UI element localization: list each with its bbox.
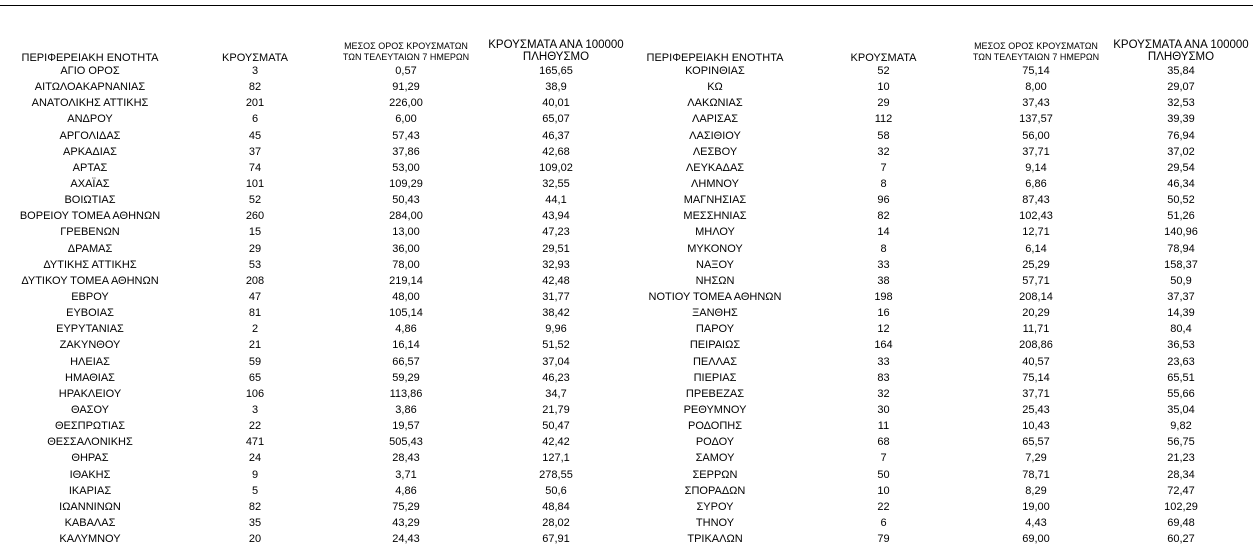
region-name-left: ΑΝΔΡΟΥ [67, 113, 113, 126]
table-row [0, 418, 1257, 434]
region-name-left: ΒΟΙΩΤΙΑΣ [64, 194, 116, 207]
cases-left: 201 [245, 97, 265, 110]
cases-left: 47 [248, 291, 262, 304]
per100k-left: 9,96 [545, 323, 567, 336]
header-region-left: ΠΕΡΙΦΕΡΕΙΑΚΗ ΕΝΟΤΗΤΑ [21, 52, 159, 63]
region-name-right: ΜΥΚΟΝΟΥ [687, 242, 743, 255]
per100k-right: 50,52 [1167, 194, 1195, 207]
table-row [0, 450, 1257, 466]
region-name-right: ΝΑΞΟΥ [696, 258, 734, 271]
cases-right: 198 [874, 291, 893, 304]
per100k-right: 9,82 [1170, 420, 1192, 433]
region-name-left: ΓΡΕΒΕΝΩΝ [60, 226, 120, 239]
table-row [0, 386, 1257, 402]
per100k-left: 42,42 [542, 436, 570, 449]
table-body [0, 63, 1257, 547]
avg7-right: 4,43 [1025, 517, 1047, 529]
avg7-right: 57,71 [1022, 274, 1050, 287]
avg7-left: 13,00 [392, 226, 420, 239]
cases-right: 50 [877, 468, 890, 481]
cases-left: 208 [245, 274, 265, 287]
per100k-right: 56,75 [1167, 436, 1195, 449]
per100k-left: 44,1 [545, 194, 567, 207]
avg7-left: 505,43 [389, 436, 423, 449]
cases-left: 82 [248, 500, 262, 513]
avg7-left: 43,29 [392, 517, 420, 529]
per100k-left: 29,51 [542, 242, 570, 255]
table-row [0, 483, 1257, 499]
table-row [0, 305, 1257, 321]
avg7-left: 226,00 [389, 97, 423, 110]
table-row [0, 515, 1257, 531]
header-cases-right: ΚΡΟΥΣΜΑΤΑ [850, 52, 917, 63]
region-name-left: ΘΕΣΠΡΩΤΙΑΣ [54, 420, 126, 433]
region-name-right: ΛΑΣΙΘΙΟΥ [689, 129, 741, 142]
cases-left: 101 [245, 178, 265, 191]
table-row [0, 128, 1257, 144]
table-row [0, 354, 1257, 370]
region-name-right: ΡΕΘΥΜΝΟΥ [683, 404, 747, 417]
avg7-left: 37,86 [392, 145, 420, 158]
region-name-left: ΙΚΑΡΙΑΣ [68, 484, 112, 497]
cases-right: 7 [880, 452, 887, 465]
region-name-left: ΑΡΓΟΛΙΔΑΣ [59, 129, 121, 142]
region-name-left: ΘΕΣΣΑΛΟΝΙΚΗΣ [47, 436, 133, 449]
per100k-right: 35,04 [1167, 404, 1195, 417]
per100k-left: 67,91 [542, 533, 570, 546]
cases-right: 33 [877, 258, 890, 271]
per100k-left: 32,93 [542, 258, 570, 271]
cases-left: 9 [251, 468, 259, 481]
region-name-left: ΗΜΑΘΙΑΣ [65, 371, 115, 384]
per100k-right: 60,27 [1167, 533, 1195, 546]
region-name-left: ΚΑΒΑΛΑΣ [64, 517, 116, 529]
avg7-right: 20,29 [1022, 307, 1050, 320]
cases-right: 8 [880, 178, 887, 191]
avg7-left: 4,86 [395, 484, 417, 497]
cases-left: 15 [248, 226, 262, 239]
region-name-left: ΙΘΑΚΗΣ [69, 468, 111, 481]
per100k-left: 43,94 [542, 210, 570, 223]
per100k-right: 29,07 [1167, 81, 1195, 94]
per100k-left: 278,55 [539, 468, 573, 481]
cases-right: 52 [877, 65, 890, 78]
per100k-right: 55,66 [1167, 387, 1195, 400]
region-name-left: ΑΡΤΑΣ [72, 161, 108, 174]
per100k-right: 72,47 [1167, 484, 1195, 497]
cases-left: 74 [248, 161, 262, 174]
avg7-left: 0,57 [395, 65, 417, 78]
table-row [0, 208, 1257, 224]
cases-right: 82 [877, 210, 890, 223]
cases-left: 65 [248, 371, 262, 384]
avg7-left: 24,43 [392, 533, 420, 546]
region-name-left: ΒΟΡΕΙΟΥ ΤΟΜΕΑ ΑΘΗΝΩΝ [19, 210, 161, 223]
region-name-right: ΝΗΣΩΝ [695, 274, 735, 287]
cases-right: 96 [877, 194, 890, 207]
table-row [0, 79, 1257, 95]
avg7-right: 40,57 [1022, 355, 1050, 368]
cases-left: 260 [245, 210, 265, 223]
avg7-left: 105,14 [389, 307, 423, 320]
header-cases-left: ΚΡΟΥΣΜΑΤΑ [222, 52, 288, 63]
region-name-right: ΣΠΟΡΑΔΩΝ [684, 484, 746, 497]
cases-left: 35 [248, 517, 262, 529]
table-row [0, 289, 1257, 305]
cases-right: 33 [877, 355, 890, 368]
header-region-right: ΠΕΡΙΦΕΡΕΙΑΚΗ ΕΝΟΤΗΤΑ [646, 52, 784, 63]
per100k-left: 51,52 [542, 339, 570, 352]
region-name-right: ΡΟΔΟΠΗΣ [687, 420, 743, 433]
region-name-left: ΗΡΑΚΛΕΙΟΥ [58, 387, 122, 400]
region-name-right: ΤΗΝΟΥ [695, 517, 735, 529]
per100k-left: 48,84 [542, 500, 570, 513]
avg7-left: 78,00 [392, 258, 420, 271]
cases-left: 37 [248, 145, 262, 158]
table-row [0, 531, 1257, 547]
cases-right: 6 [880, 517, 887, 529]
region-name-left: ΚΑΛΥΜΝΟΥ [59, 533, 121, 546]
cases-right: 12 [877, 323, 890, 336]
region-name-left: ΖΑΚΥΝΘΟΥ [59, 339, 121, 352]
avg7-right: 75,14 [1022, 65, 1050, 78]
avg7-left: 91,29 [392, 81, 420, 94]
region-name-right: ΚΟΡΙΝΘΙΑΣ [685, 65, 745, 78]
per100k-right: 78,94 [1167, 242, 1195, 255]
region-name-left: ΔΥΤΙΚΗΣ ΑΤΤΙΚΗΣ [43, 258, 137, 271]
region-name-left: ΔΡΑΜΑΣ [67, 242, 113, 255]
avg7-right: 10,43 [1022, 420, 1050, 433]
header-per100k-left: ΚΡΟΥΣΜΑΤΑ ΑΝΑ 100000 ΠΛΗΘΥΣΜΟ [488, 39, 624, 63]
avg7-right: 37,43 [1022, 97, 1050, 110]
region-name-left: ΑΡΚΑΔΙΑΣ [63, 145, 117, 158]
avg7-right: 56,00 [1022, 129, 1050, 142]
avg7-right: 208,86 [1019, 339, 1053, 352]
table-row [0, 402, 1257, 418]
per100k-right: 39,39 [1167, 113, 1195, 126]
cases-left: 29 [248, 242, 262, 255]
cases-right: 68 [877, 436, 890, 449]
cases-left: 2 [251, 323, 259, 336]
per100k-right: 29,54 [1167, 161, 1195, 174]
cases-left: 5 [251, 484, 259, 497]
per100k-left: 34,7 [545, 387, 567, 400]
cases-right: 30 [877, 404, 890, 417]
region-name-right: ΚΩ [707, 81, 723, 94]
avg7-left: 19,57 [392, 420, 420, 433]
per100k-left: 42,68 [542, 145, 570, 158]
per100k-right: 69,48 [1167, 517, 1195, 529]
cases-right: 10 [877, 484, 890, 497]
avg7-right: 7,29 [1025, 452, 1047, 465]
per100k-left: 40,01 [542, 97, 570, 110]
per100k-left: 42,48 [542, 274, 570, 287]
table-row [0, 257, 1257, 273]
region-name-right: ΠΙΕΡΙΑΣ [693, 371, 737, 384]
table-row [0, 499, 1257, 515]
avg7-left: 3,71 [395, 468, 417, 481]
region-name-right: ΞΑΝΘΗΣ [692, 307, 738, 320]
cases-right: 38 [877, 274, 890, 287]
region-name-left: ΙΩΑΝΝΙΝΩΝ [59, 500, 121, 513]
avg7-right: 12,71 [1022, 226, 1050, 239]
region-name-right: ΣΕΡΡΩΝ [692, 468, 738, 481]
header-avg7-right: ΜΕΣΟΣ ΟΡΟΣ ΚΡΟΥΣΜΑΤΩΝ ΤΩΝ ΤΕΛΕΥΤΑΙΩΝ 7 ΗΜΕΡΩΝ [972, 41, 1100, 62]
avg7-right: 87,43 [1022, 194, 1050, 207]
region-name-left: ΕΒΡΟΥ [71, 291, 109, 304]
avg7-left: 59,29 [392, 371, 420, 384]
table-row [0, 160, 1257, 176]
per100k-right: 14,39 [1167, 307, 1195, 320]
header-avg7-left: ΜΕΣΟΣ ΟΡΟΣ ΚΡΟΥΣΜΑΤΩΝ ΤΩΝ ΤΕΛΕΥΤΑΙΩΝ 7 ΗΜΕΡΩΝ [342, 41, 470, 62]
table-row [0, 241, 1257, 257]
per100k-right: 50,9 [1170, 274, 1192, 287]
per100k-left: 46,23 [542, 371, 570, 384]
cases-left: 53 [248, 258, 262, 271]
avg7-right: 65,57 [1022, 436, 1050, 449]
per100k-right: 46,34 [1167, 178, 1195, 191]
avg7-left: 50,43 [392, 194, 420, 207]
cases-left: 81 [248, 307, 262, 320]
per100k-left: 127,1 [542, 452, 570, 465]
region-name-right: ΛΑΚΩΝΙΑΣ [687, 97, 743, 110]
avg7-right: 11,71 [1022, 323, 1050, 336]
avg7-left: 75,29 [392, 500, 420, 513]
avg7-left: 16,14 [392, 339, 420, 352]
per100k-left: 28,02 [542, 517, 570, 529]
cases-left: 82 [248, 81, 262, 94]
table-row [0, 192, 1257, 208]
region-name-right: ΜΕΣΣΗΝΙΑΣ [683, 210, 747, 223]
avg7-left: 48,00 [392, 291, 420, 304]
region-name-right: ΛΕΣΒΟΥ [692, 145, 738, 158]
per100k-left: 50,6 [545, 484, 567, 497]
cases-table [0, 33, 1257, 547]
per100k-left: 50,47 [542, 420, 570, 433]
table-row [0, 95, 1257, 111]
cases-right: 79 [877, 533, 890, 546]
per100k-right: 51,26 [1167, 210, 1195, 223]
region-name-right: ΤΡΙΚΑΛΩΝ [687, 533, 743, 546]
region-name-right: ΣΑΜΟΥ [695, 452, 735, 465]
avg7-left: 36,00 [392, 242, 420, 255]
cases-right: 32 [877, 145, 890, 158]
table-row [0, 176, 1257, 192]
cases-right: 164 [874, 339, 893, 352]
per100k-right: 36,53 [1167, 339, 1195, 352]
table-row [0, 467, 1257, 483]
region-name-left: ΕΥΒΟΙΑΣ [66, 307, 114, 320]
cases-left: 24 [248, 452, 262, 465]
region-name-right: ΠΑΡΟΥ [695, 323, 735, 336]
avg7-right: 78,71 [1022, 468, 1050, 481]
cases-left: 6 [251, 113, 259, 126]
cases-left: 3 [251, 65, 259, 78]
table-row [0, 370, 1257, 386]
region-name-right: ΣΥΡΟΥ [696, 500, 734, 513]
cases-left: 471 [245, 436, 265, 449]
avg7-right: 69,00 [1022, 533, 1050, 546]
table-row [0, 63, 1257, 79]
table-row [0, 434, 1257, 450]
per100k-left: 38,9 [545, 81, 567, 94]
per100k-left: 165,65 [539, 65, 573, 78]
avg7-left: 284,00 [389, 210, 423, 223]
cases-left: 22 [248, 420, 262, 433]
table-row [0, 321, 1257, 337]
per100k-right: 21,23 [1167, 452, 1195, 465]
cases-right: 11 [877, 420, 890, 433]
cases-left: 52 [248, 194, 262, 207]
avg7-right: 102,43 [1019, 210, 1053, 223]
region-name-right: ΜΗΛΟΥ [695, 226, 735, 239]
per100k-left: 109,02 [539, 161, 573, 174]
table-row [0, 273, 1257, 289]
avg7-right: 19,00 [1022, 500, 1050, 513]
cases-left: 3 [251, 404, 259, 417]
avg7-right: 6,86 [1025, 178, 1047, 191]
per100k-right: 28,34 [1167, 468, 1195, 481]
per100k-left: 38,42 [542, 307, 570, 320]
region-name-right: ΠΡΕΒΕΖΑΣ [685, 387, 745, 400]
region-name-right: ΜΑΓΝΗΣΙΑΣ [683, 194, 747, 207]
per100k-right: 80,4 [1170, 323, 1192, 336]
avg7-right: 137,57 [1019, 113, 1053, 126]
per100k-left: 31,77 [542, 291, 570, 304]
region-name-right: ΛΕΥΚΑΔΑΣ [685, 161, 745, 174]
avg7-right: 25,43 [1022, 404, 1050, 417]
cases-right: 83 [877, 371, 890, 384]
avg7-right: 37,71 [1022, 387, 1050, 400]
region-name-right: ΠΕΙΡΑΙΩΣ [689, 339, 741, 352]
region-name-right: ΡΟΔΟΥ [695, 436, 735, 449]
cases-right: 29 [877, 97, 890, 110]
avg7-right: 37,71 [1022, 145, 1050, 158]
per100k-right: 76,94 [1167, 129, 1195, 142]
per100k-right: 102,29 [1164, 500, 1198, 513]
header-row [0, 33, 1257, 63]
per100k-right: 32,53 [1167, 97, 1195, 110]
cases-right: 58 [877, 129, 890, 142]
cases-left: 45 [248, 129, 262, 142]
avg7-left: 6,00 [395, 113, 417, 126]
per100k-left: 21,79 [542, 404, 570, 417]
avg7-right: 25,29 [1022, 258, 1050, 271]
cases-right: 10 [877, 81, 890, 94]
region-name-left: ΑΝΑΤΟΛΙΚΗΣ ΑΤΤΙΚΗΣ [31, 97, 149, 110]
top-rule [0, 5, 1253, 6]
header-per100k-right: ΚΡΟΥΣΜΑΤΑ ΑΝΑ 100000 ΠΛΗΘΥΣΜΟ [1113, 39, 1249, 63]
cases-right: 16 [877, 307, 890, 320]
region-name-left: ΕΥΡΥΤΑΝΙΑΣ [56, 323, 124, 336]
table-row [0, 111, 1257, 127]
per100k-left: 46,37 [542, 129, 570, 142]
region-name-left: ΑΧΑΪΑΣ [70, 178, 110, 191]
avg7-left: 53,00 [392, 161, 420, 174]
cases-right: 112 [874, 113, 893, 126]
cases-left: 20 [248, 533, 262, 546]
cases-left: 106 [245, 387, 265, 400]
region-name-left: ΘΑΣΟΥ [70, 404, 110, 417]
region-name-right: ΠΕΛΛΑΣ [692, 355, 738, 368]
per100k-right: 140,96 [1164, 226, 1198, 239]
per100k-right: 65,51 [1167, 371, 1195, 384]
per100k-left: 47,23 [542, 226, 570, 239]
table-row [0, 337, 1257, 353]
region-name-right: ΛΑΡΙΣΑΣ [691, 113, 738, 126]
avg7-right: 75,14 [1022, 371, 1050, 384]
avg7-right: 8,29 [1025, 484, 1047, 497]
region-name-left: ΑΓΙΟ ΟΡΟΣ [60, 65, 120, 78]
region-name-right: ΝΟΤΙΟΥ ΤΟΜΕΑ ΑΘΗΝΩΝ [648, 291, 782, 304]
region-name-left: ΘΗΡΑΣ [71, 452, 109, 465]
per100k-right: 37,02 [1167, 145, 1195, 158]
avg7-left: 109,29 [389, 178, 423, 191]
avg7-left: 219,14 [389, 274, 423, 287]
cases-left: 21 [248, 339, 262, 352]
avg7-left: 113,86 [389, 387, 423, 400]
per100k-right: 23,63 [1167, 355, 1195, 368]
avg7-right: 9,14 [1025, 161, 1047, 174]
cases-right: 8 [880, 242, 887, 255]
avg7-right: 6,14 [1025, 242, 1047, 255]
cases-right: 14 [877, 226, 890, 239]
region-name-left: ΗΛΕΙΑΣ [70, 355, 110, 368]
avg7-left: 4,86 [395, 323, 417, 336]
table-row [0, 224, 1257, 240]
region-name-right: ΛΗΜΝΟΥ [691, 178, 739, 191]
cases-right: 32 [877, 387, 890, 400]
avg7-right: 8,00 [1025, 81, 1047, 94]
cases-right: 22 [877, 500, 890, 513]
per100k-right: 35,84 [1167, 65, 1195, 78]
per100k-left: 32,55 [542, 178, 570, 191]
avg7-left: 66,57 [392, 355, 420, 368]
cases-right: 7 [880, 161, 887, 174]
per100k-left: 37,04 [542, 355, 570, 368]
table-row [0, 144, 1257, 160]
avg7-left: 57,43 [392, 129, 420, 142]
per100k-right: 158,37 [1164, 258, 1198, 271]
cases-left: 59 [248, 355, 262, 368]
avg7-left: 3,86 [395, 404, 417, 417]
avg7-right: 208,14 [1019, 291, 1053, 304]
region-name-left: ΔΥΤΙΚΟΥ ΤΟΜΕΑ ΑΘΗΝΩΝ [21, 274, 159, 287]
region-name-left: ΑΙΤΩΛΟΑΚΑΡΝΑΝΙΑΣ [34, 81, 146, 94]
per100k-left: 65,07 [542, 113, 570, 126]
avg7-left: 28,43 [392, 452, 420, 465]
per100k-right: 37,37 [1167, 291, 1195, 304]
